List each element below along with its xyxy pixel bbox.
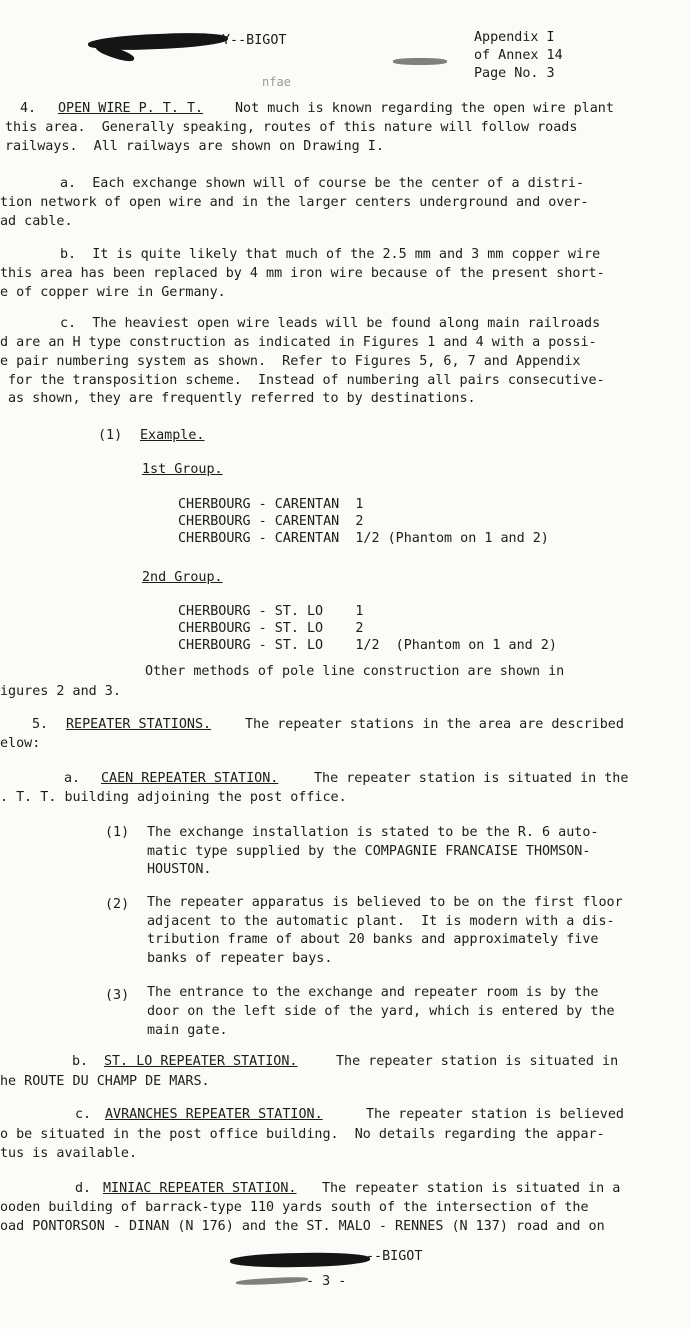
item-2-number: (2): [105, 897, 130, 912]
group-1-title: 1st Group.: [142, 462, 223, 477]
section-4-other-line: igures 2 and 3.: [0, 684, 121, 699]
section-5c-line: The repeater station is believed: [366, 1107, 624, 1122]
section-4-line: railways. All railways are shown on Drawing I.: [5, 139, 384, 154]
section-4-heading: OPEN WIRE P. T. T.: [58, 101, 204, 116]
section-4c-line: as shown, they are frequently referred to by destinations.: [8, 391, 476, 406]
item-3-number: (3): [105, 988, 130, 1003]
item-2-line: adjacent to the automatic plant. It is modern with a dis-: [147, 914, 615, 929]
footer-page-number: - 3 -: [306, 1274, 347, 1289]
section-5d-line: ooden building of barrack-type 110 yards south of the intersection of the: [0, 1200, 589, 1215]
item-1-line: HOUSTON.: [147, 862, 212, 877]
section-5b-label: b.: [72, 1054, 89, 1069]
section-5b-line: The repeater station is situated in: [336, 1054, 619, 1069]
section-4b-line: e of copper wire in Germany.: [0, 285, 226, 300]
section-5a-line: The repeater station is situated in the: [314, 771, 629, 786]
header-appendix: Appendix I: [474, 30, 555, 45]
section-5-number: 5.: [32, 717, 49, 732]
item-2-line: The repeater apparatus is believed to be on the first floor: [147, 895, 623, 910]
section-5c-line: o be situated in the post office building. No details regarding the appar-: [0, 1127, 605, 1142]
redaction-bar: [230, 1252, 370, 1268]
group-2-title: 2nd Group.: [142, 570, 223, 585]
section-4-number: 4.: [20, 101, 37, 116]
section-5-heading: REPEATER STATIONS.: [66, 717, 212, 732]
section-5b-line: he ROUTE DU CHAMP DE MARS.: [0, 1074, 210, 1089]
item-2-line: tribution frame of about 20 banks and approximately five: [147, 932, 599, 947]
header-classification: Y--BIGOT: [222, 33, 287, 48]
section-5a-line: . T. T. building adjoining the post office.: [0, 790, 347, 805]
section-4c-line: c. The heaviest open wire leads will be found along main railroads: [60, 316, 601, 331]
section-5a-heading: CAEN REPEATER STATION.: [101, 771, 279, 786]
header-annex: of Annex 14: [474, 48, 563, 63]
section-5-intro: elow:: [0, 736, 41, 751]
section-5d-line: The repeater station is situated in a: [322, 1181, 621, 1196]
item-3-line: door on the left side of the yard, which is entered by the: [147, 1004, 615, 1019]
footer-classification: --BIGOT: [366, 1249, 423, 1264]
stamp-trace: nfae: [262, 75, 291, 89]
section-5d-line: oad PONTORSON - DINAN (N 176) and the ST. MALO - RENNES (N 137) road and on: [0, 1219, 605, 1234]
section-4-line: this area. Generally speaking, routes of this nature will follow roads: [5, 120, 578, 135]
section-4b-line: b. It is quite likely that much of the 2.5 mm and 3 mm copper wire: [60, 247, 601, 262]
example-label: (1): [98, 428, 123, 443]
section-5a-label: a.: [64, 771, 81, 786]
section-5c-heading: AVRANCHES REPEATER STATION.: [105, 1107, 323, 1122]
section-5c-line: tus is available.: [0, 1146, 138, 1161]
item-1-number: (1): [105, 825, 130, 840]
section-4a-line: a. Each exchange shown will of course be the center of a distri-: [60, 176, 585, 191]
group-1-row: CHERBOURG - CARENTAN 1: [178, 497, 364, 512]
group-1-row: CHERBOURG - CARENTAN 2: [178, 514, 364, 529]
section-4c-line: e pair numbering system as shown. Refer to Figures 5, 6, 7 and Appendix: [0, 354, 581, 369]
ink-smudge: [236, 1276, 308, 1286]
section-4a-line: tion network of open wire and in the larger centers underground and over-: [0, 195, 589, 210]
ink-smudge: [393, 58, 447, 65]
section-4c-line: d are an H type construction as indicated in Figures 1 and 4 with a possi-: [0, 335, 597, 350]
section-5d-heading: MINIAC REPEATER STATION.: [103, 1181, 297, 1196]
group-1-row: CHERBOURG - CARENTAN 1/2 (Phantom on 1 and 2): [178, 531, 549, 546]
item-2-line: banks of repeater bays.: [147, 951, 333, 966]
group-2-row: CHERBOURG - ST. LO 1: [178, 604, 364, 619]
section-4b-line: this area has been replaced by 4 mm iron wire because of the present short-: [0, 266, 605, 281]
item-3-line: The entrance to the exchange and repeater room is by the: [147, 985, 599, 1000]
section-4-line: Not much is known regarding the open wire plant: [235, 101, 614, 116]
item-3-line: main gate.: [147, 1023, 228, 1038]
group-2-row: CHERBOURG - ST. LO 1/2 (Phantom on 1 and 2): [178, 638, 557, 653]
item-1-line: The exchange installation is stated to be the R. 6 auto-: [147, 825, 599, 840]
item-1-line: matic type supplied by the COMPAGNIE FRANCAISE THOMSON-: [147, 844, 591, 859]
section-4-other-line: Other methods of pole line construction are shown in: [145, 664, 565, 679]
section-4a-line: ad cable.: [0, 214, 73, 229]
section-5d-label: d.: [75, 1181, 92, 1196]
section-5c-label: c.: [75, 1107, 92, 1122]
section-5-intro: The repeater stations in the area are described: [245, 717, 624, 732]
section-5b-heading: ST. LO REPEATER STATION.: [104, 1054, 298, 1069]
header-page-number: Page No. 3: [474, 66, 555, 81]
example-title: Example.: [140, 428, 205, 443]
group-2-row: CHERBOURG - ST. LO 2: [178, 621, 364, 636]
section-4c-line: for the transposition scheme. Instead of numbering all pairs consecutive-: [0, 373, 605, 388]
